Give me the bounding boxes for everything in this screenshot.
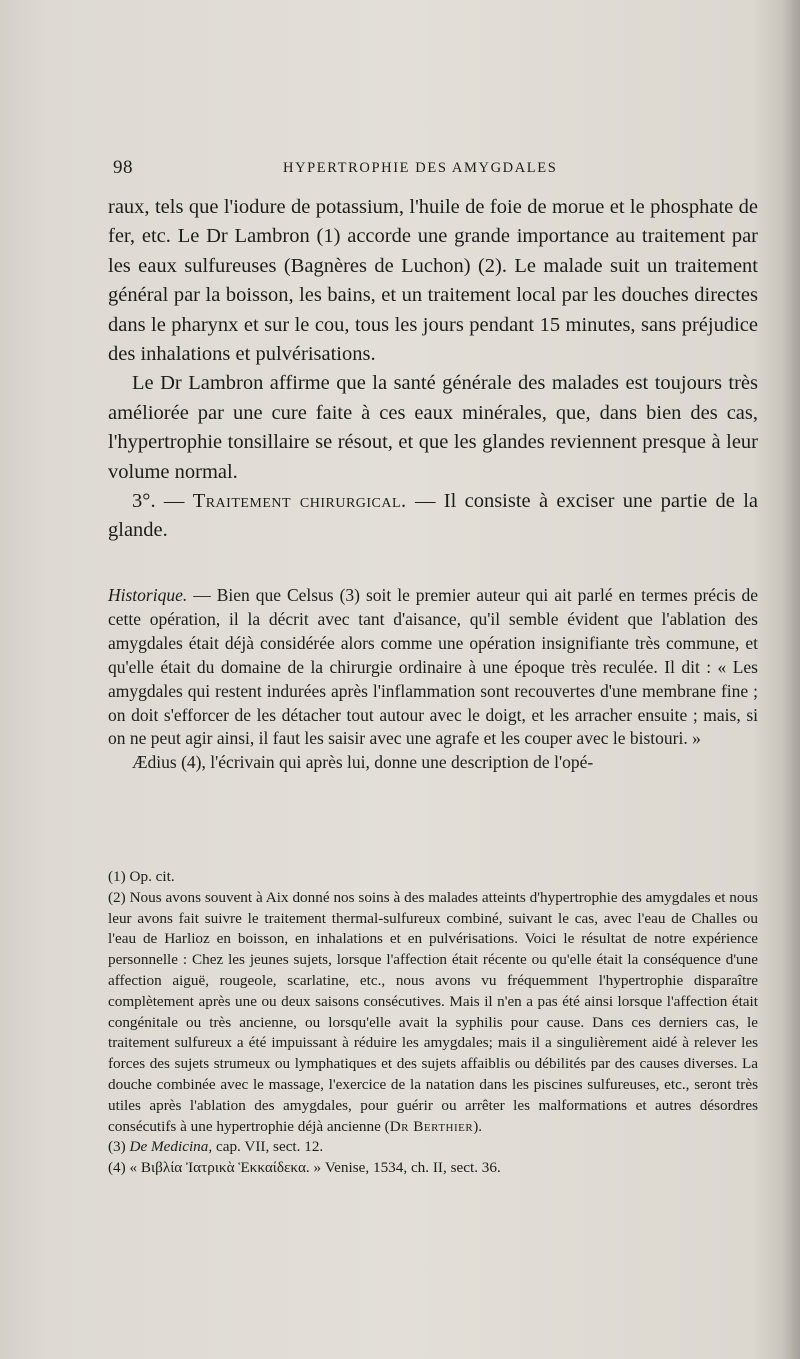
footnote-4: (4) « Βιβλία Ἰατρικὰ Ἑκκαίδεκα. » Venise, 1534, ch. II, sect. 36. <box>108 1159 501 1177</box>
footnotes <box>108 867 758 1179</box>
page-header <box>113 157 752 183</box>
page-gutter-shadow <box>782 0 800 1359</box>
footnote-2-end: ). <box>473 1117 483 1135</box>
page-number: 98 <box>113 157 133 178</box>
paragraph-1: raux, tels que l'iodure de potassium, l'huile de foie de morue et le phosphate de fer, etc. Le Dr Lambron (1) accorde une grande importance au traitement par les eaux sulfureuses (Bagnères de Luchon) (2). Le malade suit un traitement général par la boisson, les bains, et un traitement local par les douches directes dans le pharynx et sur le cou, tous les jours pendant 15 minutes, sans préjudice des inhalations et pulvérisations. <box>108 196 758 366</box>
footnote-2 <box>108 888 758 1138</box>
footnote-2-author: Dr Berthier <box>389 1117 474 1135</box>
historique-text: — Bien que Celsus (3) soit le premier auteur qui ait parlé en termes précis de cette opération, il la décrit avec tant d'aisance, qu'il semble évident que l'ablation des amygdales était déjà considérée alors comme une opération insignifiante très commune, et qu'elle était du domaine de la chirurgie ordinaire à une époque très reculée. Il dit : « Les amygdales qui restent indurées après l'inflammation sont recouvertes d'une membrane fine ; on doit s'efforcer de les détacher tout autour avec le doigt, et les arracher ensuite ; mais, si on ne peut agir ainsi, il faut les saisir avec une agrafe et les couper avec le bistouri. » <box>108 585 758 749</box>
section-title: Traitement chirurgical. <box>192 490 407 513</box>
footnote-3-rest: cap. VII, sect. 12. <box>212 1138 324 1156</box>
footnote-3 <box>108 1137 758 1158</box>
running-head: HYPERTROPHIE DES AMYGDALES <box>283 160 558 176</box>
footnote-3-number: (3) <box>108 1138 130 1156</box>
section-text: — Il consiste à exciser une partie de la glande. <box>108 490 759 542</box>
footnote-3-title: De Medicina, <box>129 1138 213 1156</box>
paragraph-2: Le Dr Lambron affirme que la santé générale des malades est toujours très améliorée par une cure faite à ces eaux minérales, que, dans bien des cas, l'hypertrophie tonsillaire se résout, et que les glandes reviennent presque à leur volume normal. <box>108 372 758 483</box>
historique-paragraph <box>108 584 758 751</box>
main-text <box>108 193 758 546</box>
historique-paragraph-2: Ædius (4), l'écrivain qui après lui, donne une description de l'opé- <box>132 752 594 773</box>
section-number: 3°. — <box>132 490 193 513</box>
footnote-1: (1) Op. cit. <box>108 868 175 885</box>
historique-block <box>108 584 758 775</box>
footnote-2-text: (2) Nous avons souvent à Aix donné nos soins à des malades atteints d'hypertrophie des amygdales et nous leur avons fait suivre le traitement thermal-sulfureux combiné, suivant le cas, avec l'eau de Challes ou l'eau de Harlioz en boisson, en inhalations et en pulvérisations. Voici le résultat de notre expérience personnelle : Chez les jeunes sujets, lorsque l'affection était récente ou qu'elle était la conséquence d'une affection aiguë, rougeole, scarlatine, etc., nous avons vu fréquemment l'hypertrophie disparaître complètement après une ou deux saisons consécutives. Mais il n'en a pas été ainsi lorsque l'affection était congénitale ou très ancienne, ou lorsqu'elle avait la syphilis pour cause. Dans ces derniers cas, le traitement sulfureux a été impuissant à réduire les amygdales; mais il a singulièrement aidé à relever les forces des sujets strumeux ou lymphatiques et des sujets affaiblis ou débilités par des causes diverses. La douche combinée avec le massage, l'exercice de la natation dans les piscines sulfureuses, etc., seront très utiles après l'ablation des amygdales, pour guérir ou arrêter les malformations et autres désordres consécutifs à une hypertrophie déjà ancienne ( <box>108 888 758 1135</box>
section-paragraph <box>108 487 758 546</box>
historique-label: Historique. <box>108 585 188 605</box>
